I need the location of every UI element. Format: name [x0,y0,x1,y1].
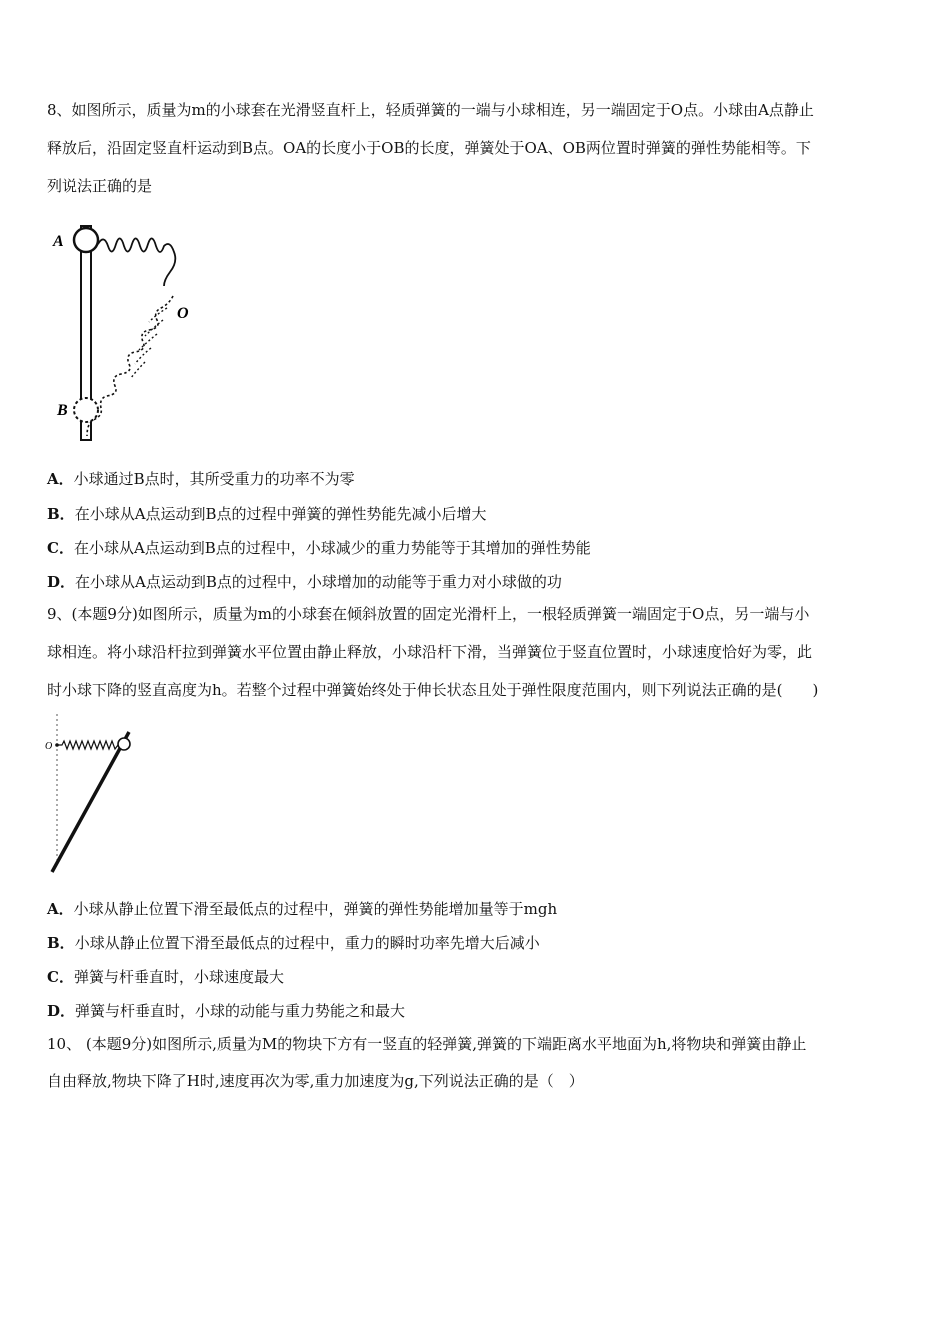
q9-stem-line-1: 9、(本题9分)如图所示，质量为m的小球套在倾斜放置的固定光滑杆上，一根轻质弹簧一端固定于O点，另一端与小 [47,605,810,623]
q9-stem-line-2: 球相连。将小球沿杆拉到弹簧水平位置由静止释放，小球沿杆下滑，当弹簧位于竖直位置时，小球速度恰好为零，此 [47,643,813,661]
q9-stem-line-3: 时小球下降的竖直高度为h。若整个过程中弹簧始终处于伸长状态且处于弹性限度范围内，则下列说法正确的是( ) [47,681,819,699]
label-o: O [45,741,53,752]
q8-option-b[interactable] [47,503,487,524]
ball-a [74,228,98,252]
option-text: 在小球从A点运动到B点的过程中，小球增加的动能等于重力对小球做的功 [75,573,562,591]
option-text: 小球从静止位置下滑至最低点的过程中，弹簧的弹性势能增加量等于mgh [73,900,558,918]
option-text: 在小球从A点运动到B点的过程中，小球减少的重力势能等于其增加的弹性势能 [73,539,591,557]
option-text: 小球通过B点时，其所受重力的功率不为零 [73,470,355,488]
q10-stem-line-2: 自由释放,物块下降了H时,速度再次为零,重力加速度为g,下列说法正确的是（ ） [47,1072,584,1090]
option-label: C． [47,539,74,557]
label-a: A [53,233,64,250]
q9-option-d[interactable] [47,1000,405,1021]
spring-oa [98,238,175,286]
option-label: B． [47,934,75,952]
q9-figure-inclined-rod-spring [42,712,142,878]
q8-option-a[interactable] [47,468,355,489]
q9-option-b[interactable] [47,932,540,953]
option-label: B． [47,505,75,523]
option-label: A． [47,470,74,488]
q9-option-a[interactable] [47,898,557,919]
option-text: 弹簧与杆垂直时，小球速度最大 [73,968,284,986]
spring-ob [87,296,173,436]
inclined-rod [52,732,129,872]
option-text: 小球从静止位置下滑至最低点的过程中，重力的瞬时功率先增大后减小 [74,934,540,952]
option-text: 在小球从A点运动到B点的过程中弹簧的弹性势能先减小后增大 [74,505,487,523]
q8-option-d[interactable] [47,571,562,592]
ball-b [74,398,98,422]
option-label: A． [47,900,74,918]
q8-stem-line-2: 释放后，沿固定竖直杆运动到B点。OA的长度小于OB的长度，弹簧处于OA、OB两位置时弹簧的弹性势能相等。下 [47,139,811,157]
option-label: D． [47,573,76,591]
spring-horizontal [57,741,122,749]
option-label: C． [47,968,74,986]
q8-stem-line-3: 列说法正确的是 [47,177,153,195]
q8-stem-line-1: 8、如图所示，质量为m的小球套在光滑竖直杆上，轻质弹簧的一端与小球相连，另一端固定于O点。小球由A点静止 [47,101,814,119]
option-text: 弹簧与杆垂直时，小球的动能与重力势能之和最大 [75,1002,406,1020]
q8-option-c[interactable] [47,537,591,558]
option-label: D． [47,1002,76,1020]
label-o: O [177,305,189,322]
q9-option-c[interactable] [47,966,284,987]
q8-figure-vertical-rod-spring [45,222,205,444]
ball [118,738,130,750]
label-b: B [57,402,68,419]
q10-stem-line-1: 10、 (本题9分)如图所示,质量为M的物块下方有一竖直的轻弹簧,弹簧的下端距离水平地面为h,将物块和弹簧由静止 [47,1035,807,1053]
